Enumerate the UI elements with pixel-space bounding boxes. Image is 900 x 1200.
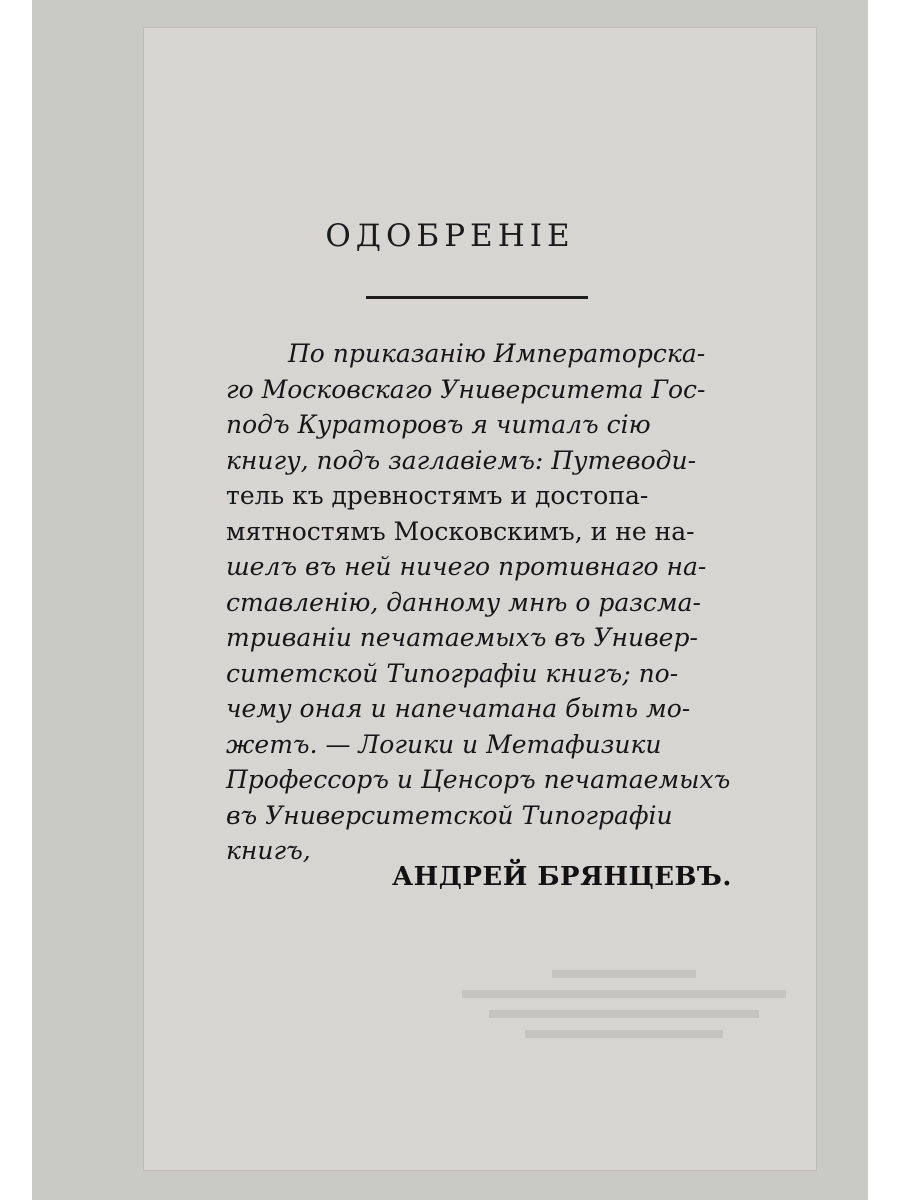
text-line: ситетской Типографіи книгъ; по- bbox=[226, 658, 679, 688]
text-line: триваніи печатаемыхъ въ Универ- bbox=[226, 623, 698, 652]
text-line: подъ Кураторовъ я читалъ сію bbox=[226, 410, 651, 439]
text-line: Профессоръ и Ценсоръ печатаемыхъ bbox=[226, 765, 731, 794]
approval-text bbox=[226, 336, 786, 869]
text-line: тель къ древностямъ и достопа- bbox=[226, 481, 649, 510]
text-line: ставленію, данному мнѣ о разсма- bbox=[226, 587, 701, 617]
text-line: жетъ. — Логики и Метафизики bbox=[226, 729, 662, 759]
text-line: въ Университетской Типографіи bbox=[226, 800, 673, 830]
show-through-text bbox=[444, 958, 804, 1078]
text-line: книгу, подъ заглавіемъ: Путеводи- bbox=[226, 445, 697, 475]
text-line: книгъ, bbox=[226, 836, 311, 865]
title-divider bbox=[366, 296, 588, 299]
text-line: По приказанію Императорска- bbox=[288, 339, 706, 368]
text-line: мятностямъ Московскимъ, и не на- bbox=[226, 516, 695, 546]
text-line: го Московскаго Университета Гос- bbox=[226, 374, 706, 404]
signature: АНДРЕЙ БРЯНЦЕВЪ. bbox=[392, 862, 732, 892]
page-title: ОДОБРЕНІЕ bbox=[325, 218, 575, 254]
text-line: чему оная и напечатана быть мо- bbox=[226, 694, 691, 723]
text-line: шелъ въ ней ничего противнаго на- bbox=[226, 552, 707, 581]
